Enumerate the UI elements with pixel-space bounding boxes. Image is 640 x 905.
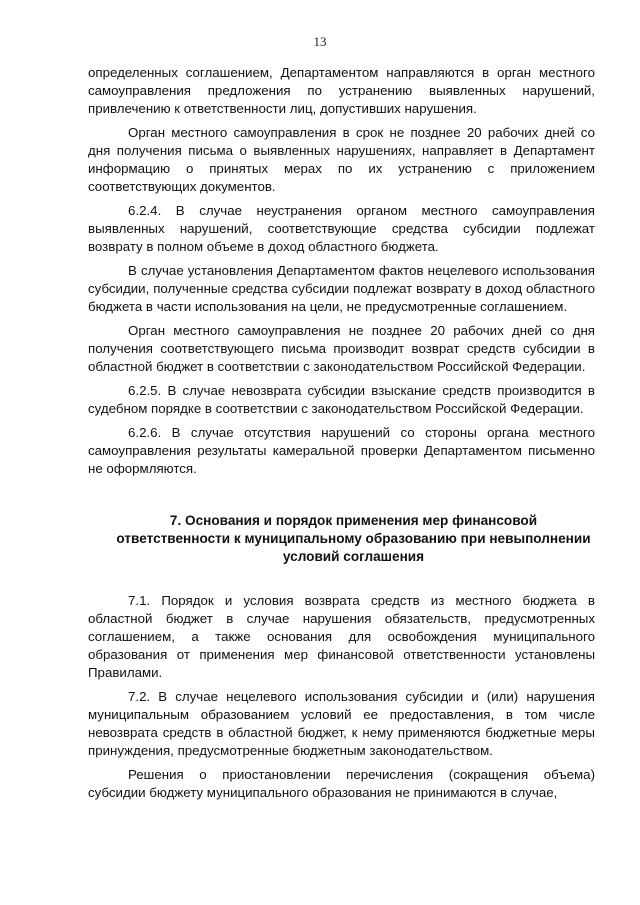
paragraph-continuation: определенных соглашением, Департаментом направляются в орган местного самоуправления предложения по устранению выявленных нарушений, привлечению к ответственности лиц, допустивших нарушения. xyxy=(88,65,595,116)
paragraph-6-2-6: 6.2.6. В случае отсутствия нарушений со стороны органа местного самоуправления результаты камеральной проверки Департаментом письменно не оформляются. xyxy=(88,425,595,476)
page-number: 13 xyxy=(313,34,327,49)
paragraph-7-2: 7.2. В случае нецелевого использования субсидии и (или) нарушения муниципальным образованием условий ее предоставления, в том числе невозврата средств в областной бюджет, к нему применяются бюджетные меры принуждения, предусмотренные бюджетным законодательством. xyxy=(88,689,595,758)
paragraph-refund-deadline: Орган местного самоуправления не позднее 20 рабочих дней со дня получения соответствующего письма производит возврат средств субсидии в областной бюджет в соответствии с законодательством Российской Федерации. xyxy=(88,323,595,374)
paragraph-6-2-5: 6.2.5. В случае невозврата субсидии взыскание средств производится в судебном порядке в соответствии с законодательством Российской Федерации. xyxy=(88,383,595,416)
section-heading-7: 7. Основания и порядок применения мер финансовой ответственности к муниципальному образованию при невыполнении условий соглашения xyxy=(116,513,591,564)
paragraph-misuse-refund: В случае установления Департаментом фактов нецелевого использования субсидии, полученные средства субсидии подлежат возврату в доход областного бюджета в части использования на цели, не предусмотренные соглашением. xyxy=(88,263,595,314)
paragraph-6-2-4: 6.2.4. В случае неустранения органом местного самоуправления выявленных нарушений, соответствующие средства субсидии подлежат возврату в полном объеме в доход областного бюджета. xyxy=(88,203,595,254)
paragraph-response-deadline: Орган местного самоуправления в срок не позднее 20 рабочих дней со дня получения письма о выявленных нарушениях, направляет в Департамент информацию о принятых мерах по их устранению с приложением соответствующих документов. xyxy=(88,125,595,194)
paragraph-7-1: 7.1. Порядок и условия возврата средств из местного бюджета в областной бюджет в случае нарушения обязательств, предусмотренных соглашением, а также основания для освобождения муниципального образования от применения мер финансовой ответственности установлены Правилами. xyxy=(88,593,595,680)
paragraph-suspension-decisions: Решения о приостановлении перечисления (сокращения объема) субсидии бюджету муниципального образования не принимаются в случае, xyxy=(88,767,595,800)
document-body xyxy=(88,64,595,808)
